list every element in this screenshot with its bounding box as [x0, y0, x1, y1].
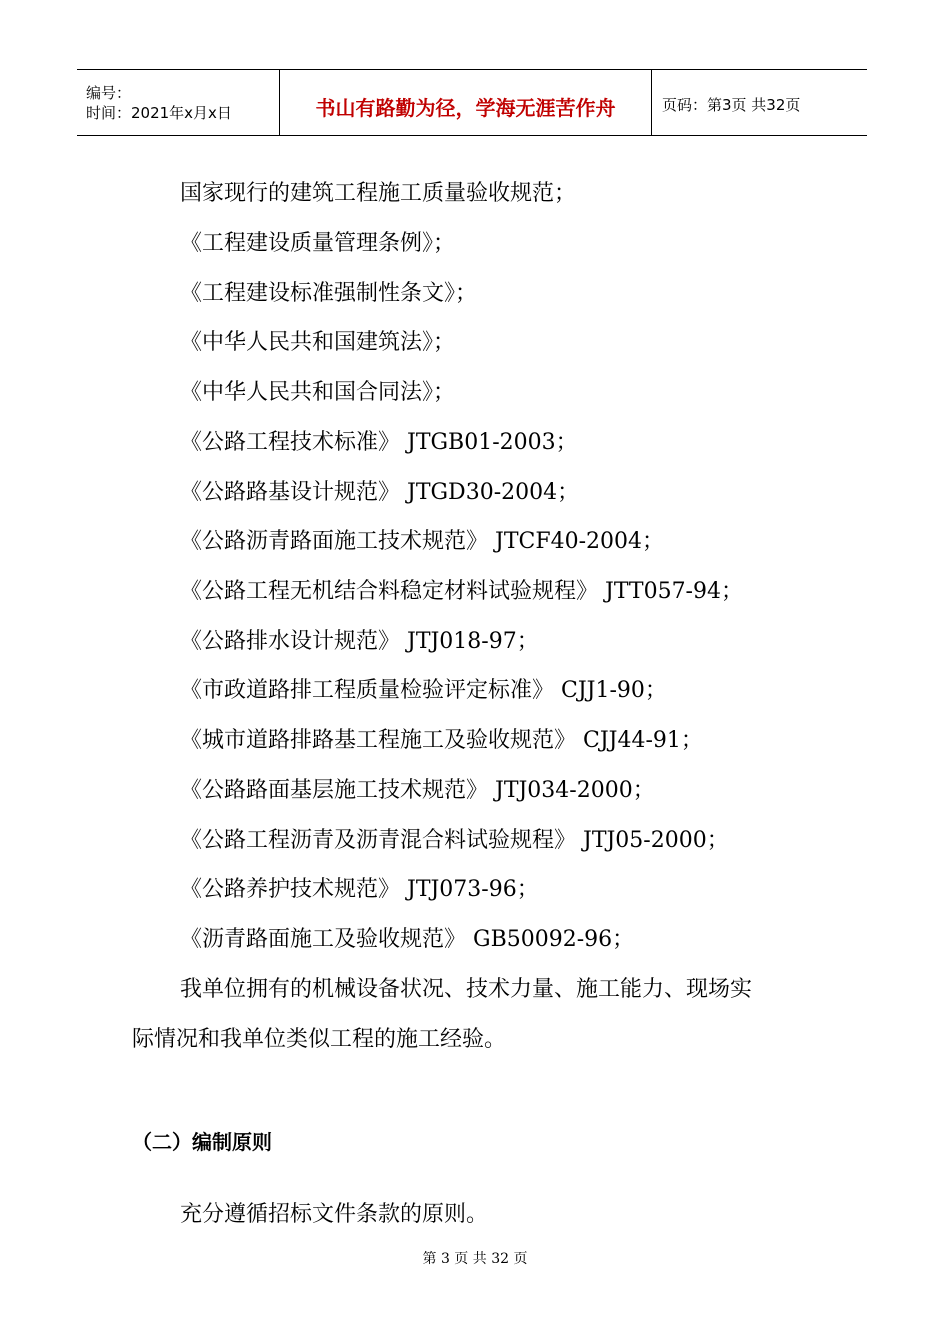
body-line: 《公路工程无机结合料稳定材料试验规程》 JTT057-94； — [180, 579, 743, 604]
body-line: 《公路沥青路面施工技术规范》 JTCF40-2004； — [180, 529, 665, 554]
section-heading: （二）编制原则 — [132, 1130, 272, 1154]
body-line: 《公路工程沥青及沥青混合料试验规程》 JTJ05-2000； — [180, 828, 729, 853]
body-line: 我单位拥有的机械设备状况、技术力量、施工能力、现场实 — [180, 977, 753, 1002]
body-line: 《中华人民共和国建筑法》； — [180, 330, 456, 355]
body-line: 《公路工程技术标准》 JTGB01-2003； — [180, 430, 578, 455]
page-footer: 第 3 页 共 32 页 — [422, 1251, 528, 1267]
body-line: 《工程建设质量管理条例》； — [180, 231, 456, 256]
header-page-info: 页码：第3页 共32页 — [662, 96, 801, 114]
body-line: 《城市道路排路基工程施工及验收规范》 CJJ44-91； — [180, 728, 703, 753]
body-line: 《公路路面基层施工技术规范》 JTJ034-2000； — [180, 778, 655, 803]
body-line: 《工程建设标准强制性条文》； — [180, 281, 478, 306]
body-line: 《公路排水设计规范》 JTJ018-97； — [180, 629, 539, 654]
body-line: 《沥青路面施工及验收规范》 GB50092-96； — [180, 927, 635, 952]
header-motto: 书山有路勤为径，学海无涯苦作舟 — [280, 70, 652, 135]
body-line: 《市政道路排工程质量检验评定标准》 CJJ1-90； — [180, 678, 667, 703]
body-line: 《公路路基设计规范》 JTGD30-2004； — [180, 480, 580, 505]
body-line: 国家现行的建筑工程施工质量验收规范； — [180, 181, 577, 206]
body-line: 际情况和我单位类似工程的施工经验。 — [132, 1027, 507, 1052]
page-header — [77, 69, 867, 136]
body-line: 《公路养护技术规范》 JTJ073-96； — [180, 877, 539, 902]
time-label: 时间：2021年x月x日 — [86, 103, 232, 122]
number-label: 编号： — [86, 83, 132, 102]
header-meta — [77, 70, 280, 135]
body-paragraph: 充分遵循招标文件条款的原则。 — [180, 1202, 489, 1227]
body-line: 《中华人民共和国合同法》； — [180, 380, 456, 405]
